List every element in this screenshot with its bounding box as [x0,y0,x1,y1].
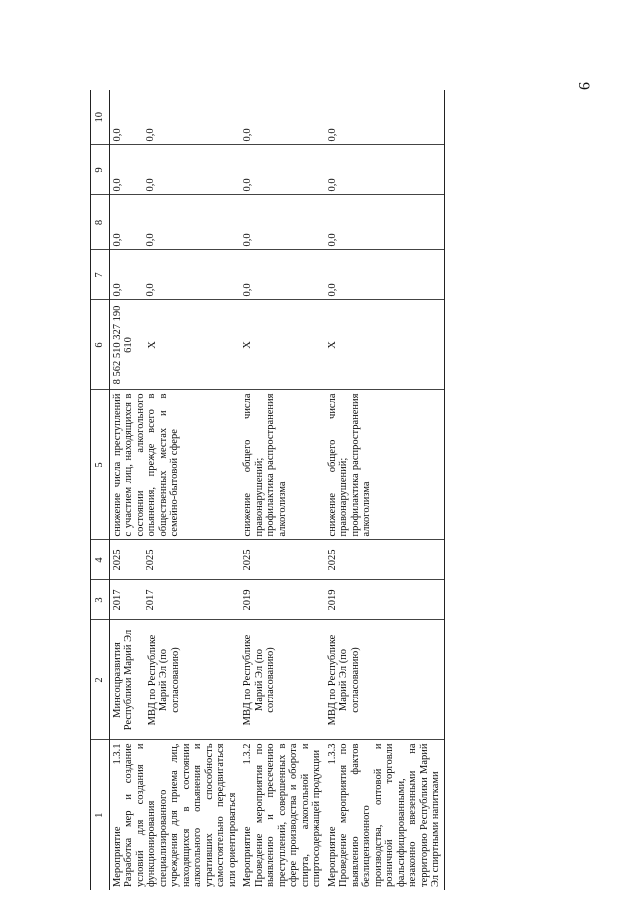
page-number: 9 [575,82,592,90]
column-header: 2 [91,620,110,740]
end-year-cell: 2025 [240,540,325,580]
value-cell: 0,0 [240,195,325,250]
funding-code: 8 562 510 327 190 610 [111,305,134,385]
value: 0,0 [111,283,123,297]
executor-cell [240,620,325,740]
executor: МВД по Республике Марий Эл (по согласованию) [326,634,361,726]
column-header: 4 [91,540,110,580]
value-cell [109,195,240,250]
start-year-cell [109,580,240,620]
measure-prefix: Мероприятие [111,826,123,887]
end-year-cell [109,540,240,580]
measure-name-cell [240,740,325,890]
program-measures-table [90,90,445,890]
executor-cell [109,620,240,740]
column-header: 5 [91,390,110,540]
start-year-cell: 2019 [240,580,325,620]
value-cell: 0,0 [325,90,445,145]
funding-mark-cell: X [325,300,445,390]
table-row [240,90,325,890]
value: 0,0 [145,178,156,192]
result-cell: снижение числа преступлений с участием лиц, находящихся в состоянии алкогольного опьянения, прежде всего в общественных местах и в семейно-бытовой сфере [109,390,240,540]
result-cell: снижение общего числа правонарушений; профилактика распространения алкоголизма [325,390,445,540]
table-row [325,90,445,890]
measure-prefix: Мероприятие [326,826,338,887]
column-header: 7 [91,250,110,300]
value: 0,0 [145,233,156,247]
value-cell [109,250,240,300]
value-cell [109,90,240,145]
measure-name: Разработка мер и создание условий для создания и функционирования специализированного учреждения для приема лиц, находящихся в состоянии алкогольного опьянения и утративших способность самостоятельно передвигаться или ориентироваться [123,743,238,887]
measure-name: Проведение мероприятия по выявлению фактов безлицензионного производства, оптовой и розничной торговли фальсифицированными, незаконно ввезенными на территорию Республики Марий Эл спиртными напитками [338,743,441,887]
column-header: 3 [91,580,110,620]
value: 0,0 [111,233,123,247]
funding-code-cell [109,300,240,390]
start-year: 2017 [111,589,123,611]
start-year-cell: 2019 [325,580,445,620]
value-cell: 0,0 [325,195,445,250]
measure-prefix: Мероприятие [242,826,253,887]
executor: Минсоцразвития Республики Марий Эл [111,629,134,731]
measure-code: 1.3.1 [111,743,123,765]
header-row [91,90,110,890]
measure-code: 1.3.3 [326,743,338,765]
column-header: 6 [91,300,110,390]
measure-code: 1.3.2 [242,743,253,765]
value: 0,0 [111,128,123,142]
executor: МВД по Республике Марий Эл (по согласованию) [146,634,181,726]
executor-cell [325,620,445,740]
column-header: 10 [91,90,110,145]
measure-name-cell [109,740,240,890]
end-year: 2025 [145,549,156,571]
value: 0,0 [145,128,156,142]
result-cell: снижение общего числа правонарушений; профилактика распространения алкоголизма [240,390,325,540]
column-header: 9 [91,145,110,195]
value-cell: 0,0 [325,250,445,300]
table-row [109,90,240,890]
column-header: 8 [91,195,110,250]
end-year: 2025 [111,549,123,571]
funding-mark: X [146,341,158,349]
value: 0,0 [111,178,123,192]
funding-mark-cell: X [240,300,325,390]
value-cell: 0,0 [325,145,445,195]
value: 0,0 [145,283,156,297]
executor: МВД по Республике Марий Эл (по согласованию) [242,634,276,726]
value-cell: 0,0 [240,250,325,300]
end-year-cell: 2025 [325,540,445,580]
rotated-table-sheet [90,90,540,890]
measure-name: Проведение мероприятия по выявлению и пресечению преступлений, совершенных в сфере производства и оборота спирта, алкогольной и спиртосодержащей продукции [253,743,322,887]
value-cell [109,145,240,195]
measure-name-cell [325,740,445,890]
column-header: 1 [91,740,110,890]
value-cell: 0,0 [240,145,325,195]
start-year: 2017 [145,589,156,611]
value-cell: 0,0 [240,90,325,145]
